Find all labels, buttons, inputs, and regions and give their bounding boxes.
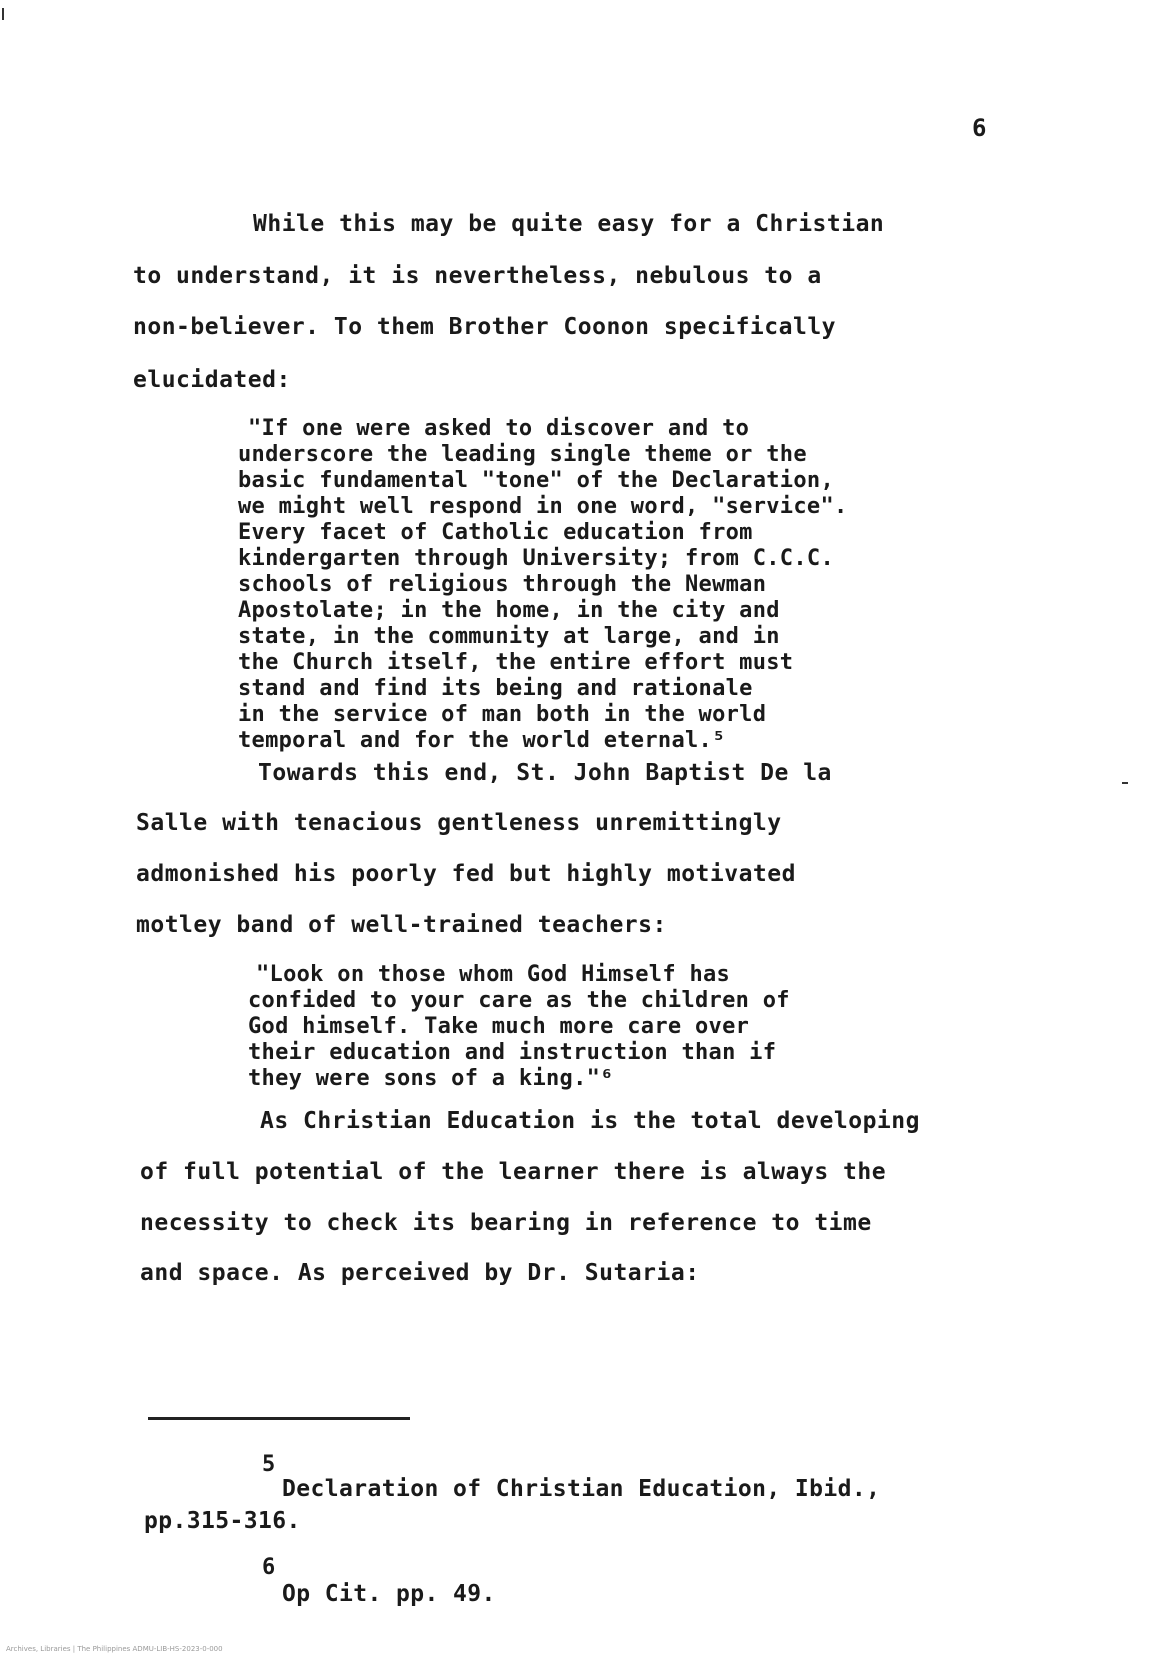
- quote-2-line: God himself. Take much more care over: [248, 1014, 750, 1039]
- block-quote-1: [238, 416, 848, 754]
- quote-1-line: stand and find its being and rationale: [238, 676, 753, 701]
- quote-2-line: confided to your care as the children of: [248, 988, 790, 1013]
- quote-1-line: Every facet of Catholic education from: [238, 520, 753, 545]
- quote-1-line: state, in the community at large, and in: [238, 624, 780, 649]
- quote-1-line: Apostolate; in the home, in the city and: [238, 598, 780, 623]
- footnote-5-text-line-1: Declaration of Christian Education, Ibid.,: [282, 1476, 881, 1502]
- quote-1-line: the Church itself, the entire effort must: [238, 650, 794, 675]
- quote-1-line: in the service of man both in the world: [238, 702, 767, 727]
- scan-edge-mark: [2, 8, 4, 20]
- footnote-6-text-line-1: Op Cit. pp. 49.: [282, 1581, 496, 1607]
- page-number: 6: [972, 114, 987, 142]
- paragraph-1-line-3: non-believer. To them Brother Coonon specifically: [133, 314, 837, 340]
- quote-1-line: schools of religious through the Newman: [238, 572, 767, 597]
- footnote-6-marker: 6: [262, 1555, 276, 1580]
- quote-1-line: "If one were asked to discover and to: [248, 416, 750, 441]
- quote-2-line: they were sons of a king."⁶: [248, 1066, 614, 1091]
- paragraph-2-line-1: Towards this end, St. John Baptist De la: [258, 760, 832, 786]
- paragraph-2-line-3: admonished his poorly fed but highly motivated: [136, 861, 796, 887]
- paragraph-3-line-1: As Christian Education is the total developing: [260, 1108, 920, 1134]
- scan-footer-text: Archives, Libraries | The Philippines ADMU-LIB-HS-2023-0-000: [6, 1645, 223, 1653]
- quote-1-line: we might well respond in one word, "service".: [238, 494, 848, 519]
- scan-edge-mark: [1122, 782, 1128, 784]
- footnote-5-marker: 5: [262, 1452, 276, 1477]
- paragraph-3-line-3: necessity to check its bearing in reference to time: [140, 1210, 872, 1236]
- quote-1-line: kindergarten through University; from C.C.C.: [238, 546, 834, 571]
- paragraph-3-line-2: of full potential of the learner there is always the: [140, 1159, 887, 1185]
- footnote-separator-rule: [148, 1417, 410, 1420]
- paragraph-1-line-4: elucidated:: [133, 367, 291, 393]
- paragraph-1-line-1: While this may be quite easy for a Christian: [253, 211, 885, 237]
- quote-2-line: "Look on those whom God Himself has: [256, 962, 731, 987]
- quote-2-line: their education and instruction than if: [248, 1040, 777, 1065]
- quote-1-line: underscore the leading single theme or the: [238, 442, 807, 467]
- quote-1-line: basic fundamental "tone" of the Declaration,: [238, 468, 834, 493]
- quote-1-line: temporal and for the world eternal.⁵: [238, 728, 726, 753]
- paragraph-2-line-4: motley band of well-trained teachers:: [136, 912, 667, 938]
- paragraph-3-line-4: and space. As perceived by Dr. Sutaria:: [140, 1260, 700, 1286]
- paragraph-1-line-2: to understand, it is nevertheless, nebulous to a: [133, 263, 822, 289]
- paragraph-2-line-2: Salle with tenacious gentleness unremittingly: [136, 810, 782, 836]
- footnote-5-text-line-2: pp.315-316.: [144, 1508, 301, 1534]
- block-quote-2: [248, 962, 790, 1092]
